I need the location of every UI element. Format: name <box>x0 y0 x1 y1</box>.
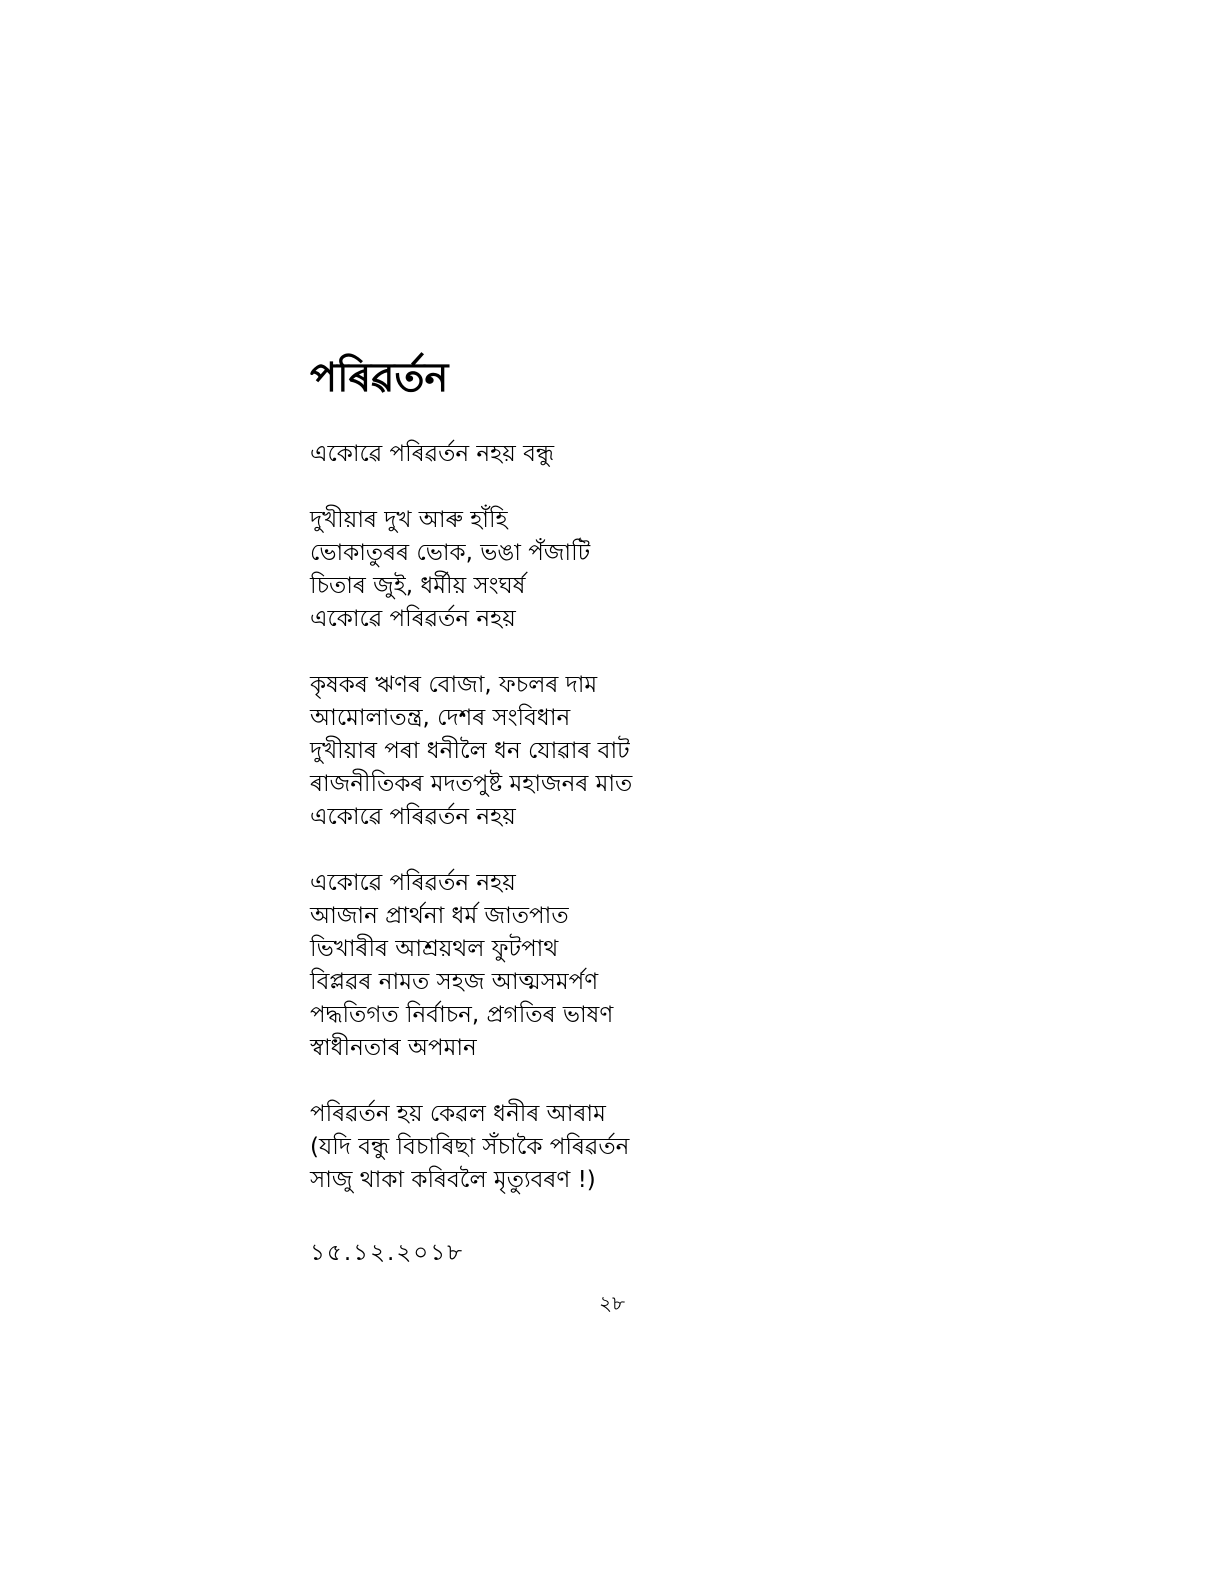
stanza-1 <box>310 438 1010 471</box>
poem-line: বিপ্লৱৰ নামত সহজ আত্মসমৰ্পণ <box>310 969 599 995</box>
poem-line: একোৱে পৰিৱৰ্তন নহয় <box>310 804 516 830</box>
poem-line: একোৱে পৰিৱৰ্তন নহয় বন্ধু <box>310 441 555 467</box>
poem-line: একোৱে পৰিৱৰ্তন নহয় <box>310 870 516 896</box>
poem-line: সাজু থাকা কৰিবলৈ মৃত্যুবৰণ !) <box>310 1167 596 1193</box>
poem-line: পদ্ধতিগত নিৰ্বাচন, প্ৰগতিৰ ভাষণ <box>310 1002 614 1028</box>
stanza-2 <box>310 504 1010 636</box>
poem-line: স্বাধীনতাৰ অপমান <box>310 1035 477 1061</box>
poem-line: আজান প্ৰাৰ্থনা ধৰ্ম জাতপাত <box>310 903 569 929</box>
poem-line: কৃষকৰ ঋণৰ বোজা, ফচলৰ দাম <box>310 672 598 698</box>
stanza-3 <box>310 669 1010 834</box>
poem-line: একোৱে পৰিৱৰ্তন নহয় <box>310 606 516 632</box>
stanza-5 <box>310 1098 1010 1197</box>
poem-title: পৰিৱৰ্তন <box>310 355 449 401</box>
poem-line: ভিখাৰীৰ আশ্ৰয়থল ফুটপাথ <box>310 936 559 962</box>
poem-line: পৰিৱৰ্তন হয় কেৱল ধনীৰ আৰাম <box>310 1101 606 1127</box>
page-number: ২৮ <box>599 1291 625 1315</box>
poem-line: ভোকাতুৰৰ ভোক, ভঙা পঁজাটি <box>310 540 591 566</box>
poem-line: দুখীয়াৰ দুখ আৰু হাঁহি <box>310 507 508 533</box>
poem-body <box>310 438 1010 1230</box>
poem-line: ৰাজনীতিকৰ মদতপুষ্ট মহাজনৰ মাত <box>310 771 633 797</box>
poem-line: আমোলাতন্ত্ৰ, দেশৰ সংবিধান <box>310 705 571 731</box>
poem-date: ১৫.১২.২০১৮ <box>310 1240 465 1266</box>
poem-line: চিতাৰ জুই, ধৰ্মীয় সংঘৰ্ষ <box>310 573 526 599</box>
stanza-4 <box>310 867 1010 1065</box>
poem-line: (যদি বন্ধু বিচাৰিছা সঁচাকৈ পৰিৱৰ্তন <box>310 1134 630 1160</box>
poem-line: দুখীয়াৰ পৰা ধনীলৈ ধন যোৱাৰ বাট <box>310 738 630 764</box>
